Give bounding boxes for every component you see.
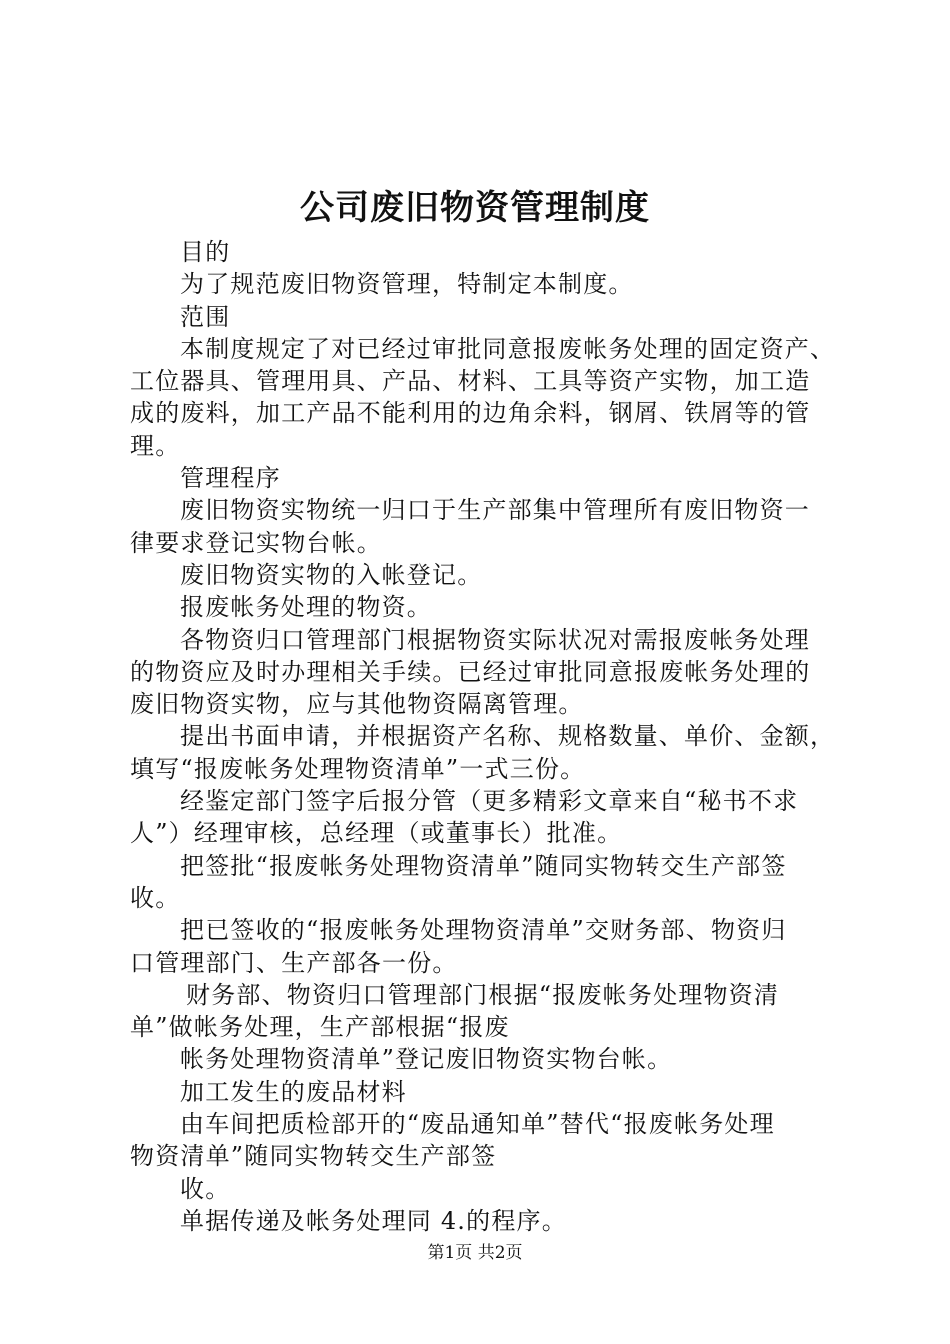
page-number-footer: 第1页 共2页 — [427, 1243, 523, 1263]
paragraph-line: 成的废料，加工产品不能利用的边角余料，钢屑、铁屑等的管 — [130, 399, 811, 428]
paragraph-line: 由车间把质检部开的“废品通知单”替代“报废帐务处理 — [180, 1110, 775, 1139]
paragraph-line: 的物资应及时办理相关手续。已经过审批同意报废帐务处理的 — [130, 657, 811, 686]
document-body — [130, 236, 845, 1237]
paragraph-line: 为了规范废旧物资管理，特制定本制度。 — [180, 270, 634, 299]
paragraph-line: 填写“报废帐务处理物资清单”一式三份。 — [130, 754, 586, 783]
paragraph-line: 废旧物资实物统一归口于生产部集中管理所有废旧物资一 — [180, 496, 810, 525]
paragraph-line: 废旧物资实物，应与其他物资隔离管理。 — [130, 690, 584, 719]
section-heading-scrap: 加工发生的废品材料 — [180, 1077, 407, 1106]
paragraph-line: 各物资归口管理部门根据物资实际状况对需报废帐务处理 — [180, 625, 810, 654]
paragraph-line: 单据传递及帐务处理同 4.的程序。 — [180, 1206, 567, 1235]
paragraph-line: 人”）经理审核，总经理（或董事长）批准。 — [130, 819, 623, 848]
paragraph-line: 把签批“报废帐务处理物资清单”随同实物转交生产部签 — [180, 851, 787, 880]
paragraph-line: 口管理部门、生产部各一份。 — [130, 948, 458, 977]
paragraph-line: 工位器具、管理用具、产品、材料、工具等资产实物，加工造 — [130, 367, 811, 396]
paragraph-line: 经鉴定部门签字后报分管（更多精彩文章来自“秘书不求 — [180, 787, 799, 816]
paragraph-line: 收。 — [180, 1174, 231, 1203]
section-heading-purpose: 目的 — [180, 238, 231, 266]
section-heading-procedure: 管理程序 — [180, 464, 281, 493]
paragraph-line: 物资清单”随同实物转交生产部签 — [130, 1142, 497, 1171]
paragraph-line: 本制度规定了对已经过审批同意报废帐务处理的固定资产、 — [180, 334, 836, 363]
paragraph-line: 单”做帐务处理，生产部根据“报废 — [130, 1013, 510, 1042]
paragraph-line: 把已签收的“报废帐务处理物资清单”交财务部、物资归 — [180, 916, 787, 945]
paragraph-line: 帐务处理物资清单”登记废旧物资实物台帐。 — [180, 1045, 673, 1074]
paragraph-line: 提出书面申请，并根据资产名称、规格数量、单价、金额， — [180, 722, 836, 751]
paragraph-line: 财务部、物资归口管理部门根据“报废帐务处理物资清 — [186, 980, 780, 1009]
paragraph-line: 废旧物资实物的入帐登记。 — [180, 560, 483, 589]
document-title: 公司废旧物资管理制度 — [300, 188, 650, 228]
paragraph-line: 律要求登记实物台帐。 — [130, 528, 382, 557]
paragraph-line: 报废帐务处理的物资。 — [180, 593, 432, 622]
section-heading-scope: 范围 — [180, 302, 231, 331]
paragraph-line: 理。 — [130, 431, 181, 460]
paragraph-line: 收。 — [130, 883, 181, 912]
